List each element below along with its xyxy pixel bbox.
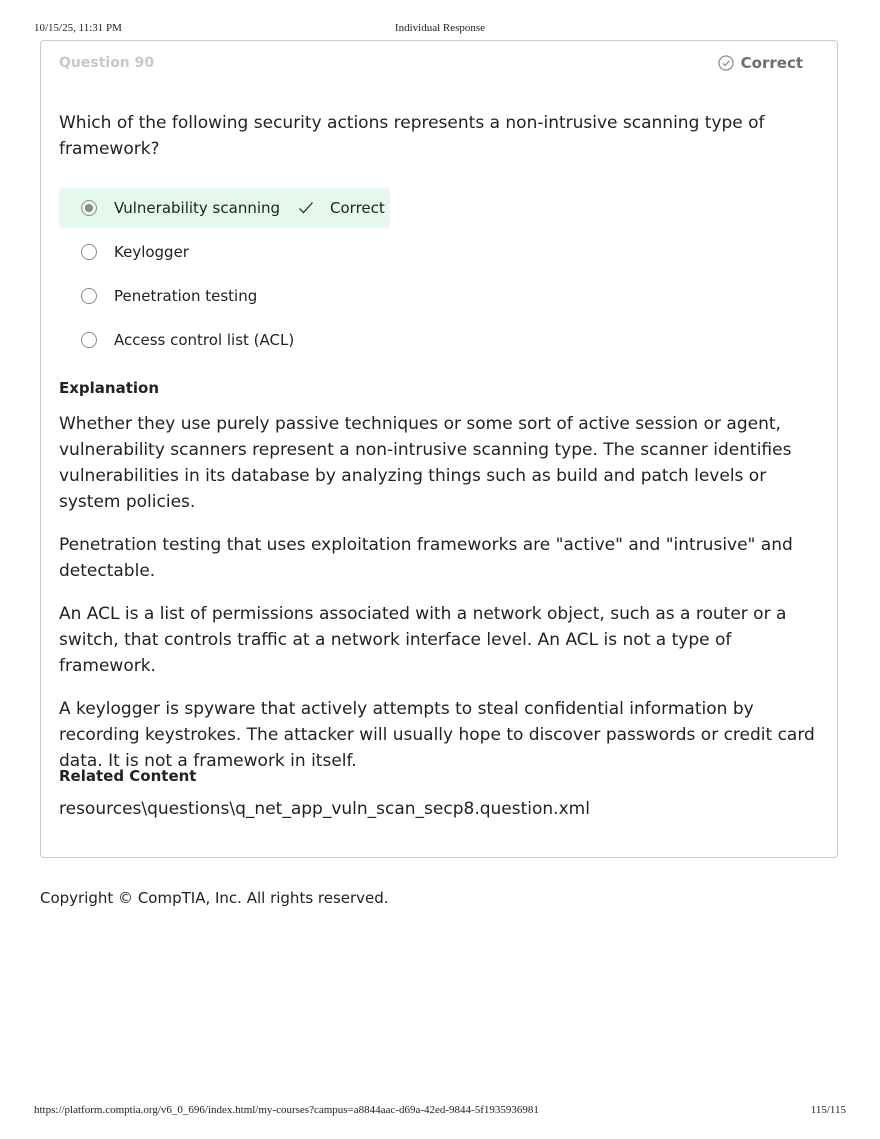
explanation-paragraph: Whether they use purely passive techniques or some sort of active session or agent, vulnerability scanners represent a non-intrusive scanning type. The scanner identifies vulnerabilities in its database by analyzing things such as build and patch levels or system policies.	[59, 414, 792, 512]
radio-button-icon[interactable]	[81, 288, 97, 304]
print-header	[34, 22, 846, 36]
check-circle-icon	[718, 55, 734, 71]
status-badge	[718, 54, 803, 72]
explanation-heading: Explanation	[59, 379, 160, 397]
explanation-paragraph: An ACL is a list of permissions associated with a network object, such as a router or a switch, that controls traffic at a network interface level. An ACL is not a type of framework.	[59, 604, 787, 676]
page-number: 115/115	[810, 1104, 846, 1116]
copyright-notice: Copyright © CompTIA, Inc. All rights reserved.	[40, 889, 389, 907]
option-label: Keylogger	[114, 243, 189, 261]
print-footer	[34, 1104, 846, 1118]
related-content-path: resources\questions\q_net_app_vuln_scan_secp8.question.xml	[59, 799, 590, 819]
related-content-heading: Related Content	[59, 767, 197, 785]
answer-option-keylogger[interactable]	[59, 232, 390, 272]
print-url: https://platform.comptia.org/v6_0_696/index.html/my-courses?campus=a8844aac-d69a-42ed-9844-5f1935936981	[34, 1104, 539, 1116]
question-number: Question 90	[59, 55, 155, 71]
print-timestamp: 10/15/25, 11:31 PM	[34, 22, 122, 34]
explanation-paragraph: Penetration testing that uses exploitation frameworks are "active" and "intrusive" and detectable.	[59, 535, 793, 581]
question-text: Which of the following security actions represents a non-intrusive scanning type of framework?	[59, 113, 765, 159]
radio-button-icon[interactable]	[81, 200, 97, 216]
status-label: Correct	[740, 54, 803, 72]
explanation-paragraph: A keylogger is spyware that actively attempts to steal confidential information by recording keystrokes. The attacker will usually hope to discover passwords or credit card data. It is not a framework in itself.	[59, 699, 815, 771]
explanation-body	[59, 411, 821, 791]
answer-option-acl[interactable]	[59, 320, 390, 360]
print-title: Individual Response	[394, 22, 486, 34]
correct-answer-label: Correct	[330, 199, 385, 217]
option-label: Penetration testing	[114, 287, 258, 305]
question-card	[40, 40, 838, 858]
checkmark-icon	[298, 201, 314, 215]
option-label: Access control list (ACL)	[114, 331, 295, 349]
answer-options	[59, 188, 390, 364]
option-label: Vulnerability scanning	[114, 199, 281, 217]
radio-button-icon[interactable]	[81, 244, 97, 260]
answer-option-vulnerability-scanning[interactable]	[59, 188, 390, 228]
radio-button-icon[interactable]	[81, 332, 97, 348]
answer-option-penetration-testing[interactable]	[59, 276, 390, 316]
